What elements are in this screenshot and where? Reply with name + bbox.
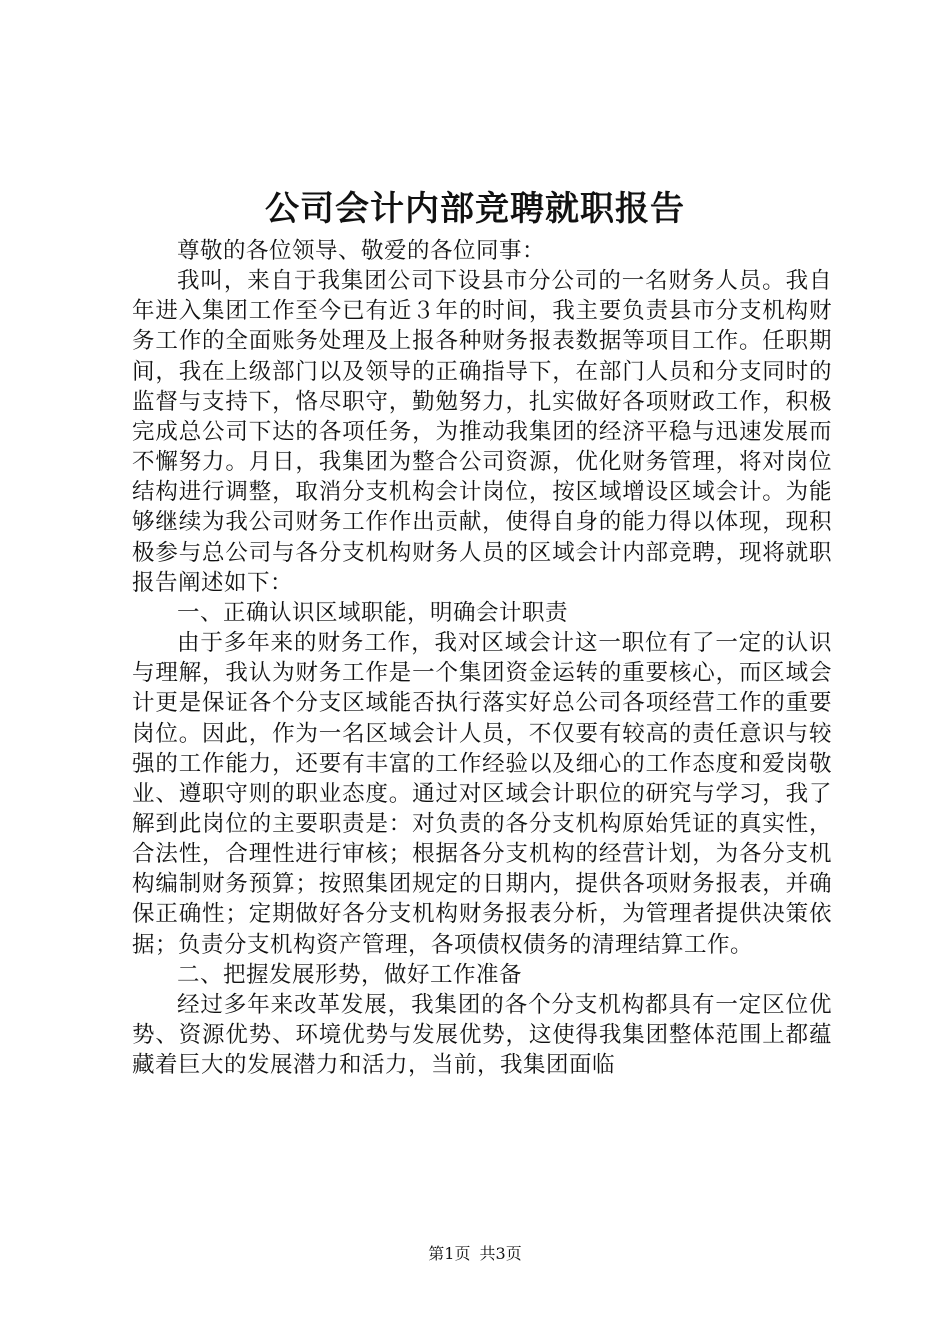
document-title: 公司会计内部竞聘就职报告 (265, 189, 685, 229)
section-1-paragraph: 由于多年来的财务工作，我对区域会计这一职位有了一定的认识与理解，我认为财务工作是一个集团资金运转的重要核心，而区域会计更是保证各个分支区域能否执行落实好总公司各项经营工作的重要岗位。因此，作为一名区域会计人员，不仅要有较高的责任意识与较强的工作能力，还要有丰富的工作经验以及细心的工作态度和爱岗敬业、遵职守则的职业态度。通过对区域会计职位的研究与学习，我了解到此岗位的主要职责是：对负责的各分支机构原始凭证的真实性，合法性，合理性进行审核；根据各分支机构的经营计划，为各分支机构编制财务预算；按照集团规定的日期内，提供各项财务报表，并确保正确性；定期做好各分支机构财务报表分析，为管理者提供决策依据；负责分支机构资产管理，各项债权债务的清理结算工作。 (132, 630, 832, 958)
page-number: 第1页 (428, 1244, 471, 1263)
page-footer (0, 1244, 950, 1264)
section-heading-1: 一、正确认识区域职能，明确会计职责 (177, 599, 569, 626)
greeting-paragraph: 尊敬的各位领导、敬爱的各位同事： (177, 238, 546, 264)
intro-paragraph: 我叫，来自于我集团公司下设县市分公司的一名财务人员。我自年进入集团工作至今已有近３年的时间，我主要负责县市分支机构财务工作的全面账务处理及上报各种财务报表数据等项目工作。任职期间，我在上级部门以及领导的正确指导下，在部门人员和分支同时的监督与支持下，恪尽职守，勤勉努力，扎实做好各项财政工作，积极完成总公司下达的各项任务，为推动我集团的经济平稳与迅速发展而不懈努力。月日，我集团为整合公司资源，优化财务管理，将对岗位结构进行调整，取消分支机构会计岗位，按区域增设区域会计。为能够继续为我公司财务工作作出贡献，使得自身的能力得以体现，现积极参与总公司与各分支机构财务人员的区域会计内部竞聘，现将就职报告阐述如下： (132, 268, 832, 596)
page-total: 共3页 (479, 1244, 522, 1263)
section-heading-2: 二、把握发展形势，做好工作准备 (177, 961, 523, 988)
section-2-paragraph: 经过多年来改革发展，我集团的各个分支机构都具有一定区位优势、资源优势、环境优势与发展优势，这使得我集团整体范围上都蕴藏着巨大的发展潜力和活力，当前，我集团面临 (132, 991, 832, 1079)
document-body (132, 236, 832, 1080)
